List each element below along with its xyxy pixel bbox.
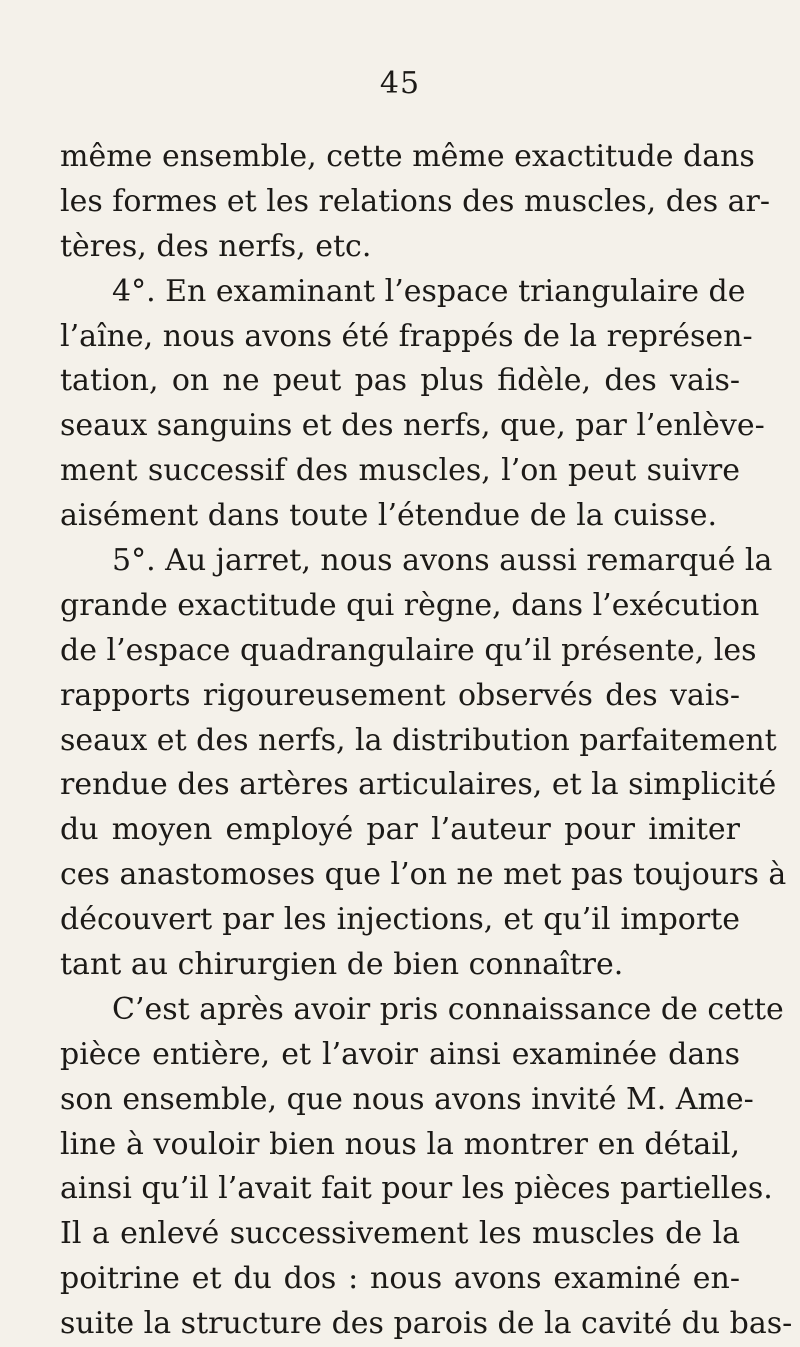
- text-line: ment successif des muscles, l’on peut suivre: [60, 453, 740, 489]
- text-line: les formes et les relations des muscles, des ar-: [60, 183, 771, 219]
- text-line: grande exactitude qui règne, dans l’exécution: [60, 587, 760, 623]
- text-line: l’aîne, nous avons été frappés de la représen-: [60, 318, 753, 354]
- text-line: C’est après avoir pris connaissance de cette: [112, 991, 784, 1027]
- text-line: ces anastomoses que l’on ne met pas toujours à: [60, 857, 787, 893]
- text-line: 4°. En examinant l’espace triangulaire de: [112, 273, 746, 309]
- text-line: tation, on ne peut pas plus fidèle, des vais-: [60, 363, 740, 399]
- text-line: aisément dans toute l’étendue de la cuisse.: [60, 498, 718, 534]
- text-line: rendue des artères articulaires, et la simplicité: [60, 767, 777, 803]
- text-line: suite la structure des parois de la cavité du bas-: [60, 1306, 793, 1342]
- text-line: même ensemble, cette même exactitude dans: [60, 139, 755, 174]
- text-line: son ensemble, que nous avons invité M. Ame-: [60, 1081, 754, 1117]
- text-line: ainsi qu’il l’avait fait pour les pièces partielles.: [60, 1171, 773, 1207]
- text-line: Il a enlevé successivement les muscles de la: [60, 1216, 740, 1252]
- text-line: 5°. Au jarret, nous avons aussi remarqué la: [112, 543, 773, 579]
- text-line: de l’espace quadrangulaire qu’il présente, les: [60, 632, 757, 668]
- text-line: seaux et des nerfs, la distribution parfaitement: [60, 722, 777, 758]
- text-line: seaux sanguins et des nerfs, que, par l’enlève-: [60, 408, 765, 444]
- text-line: line à vouloir bien nous la montrer en détail,: [60, 1126, 740, 1162]
- text-line: poitrine et du dos : nous avons examiné en-: [60, 1261, 740, 1297]
- body-text: [60, 135, 793, 1347]
- text-line: pièce entière, et l’avoir ainsi examinée dans: [60, 1036, 740, 1072]
- text-line: rapports rigoureusement observés des vais-: [60, 677, 740, 713]
- page-number: 45: [379, 66, 421, 101]
- text-line: du moyen employé par l’auteur pour imiter: [60, 812, 740, 848]
- text-line: découvert par les injections, et qu’il importe: [60, 902, 740, 938]
- text-line: tères, des nerfs, etc.: [60, 228, 372, 264]
- text-line: tant au chirurgien de bien connaître.: [60, 947, 624, 983]
